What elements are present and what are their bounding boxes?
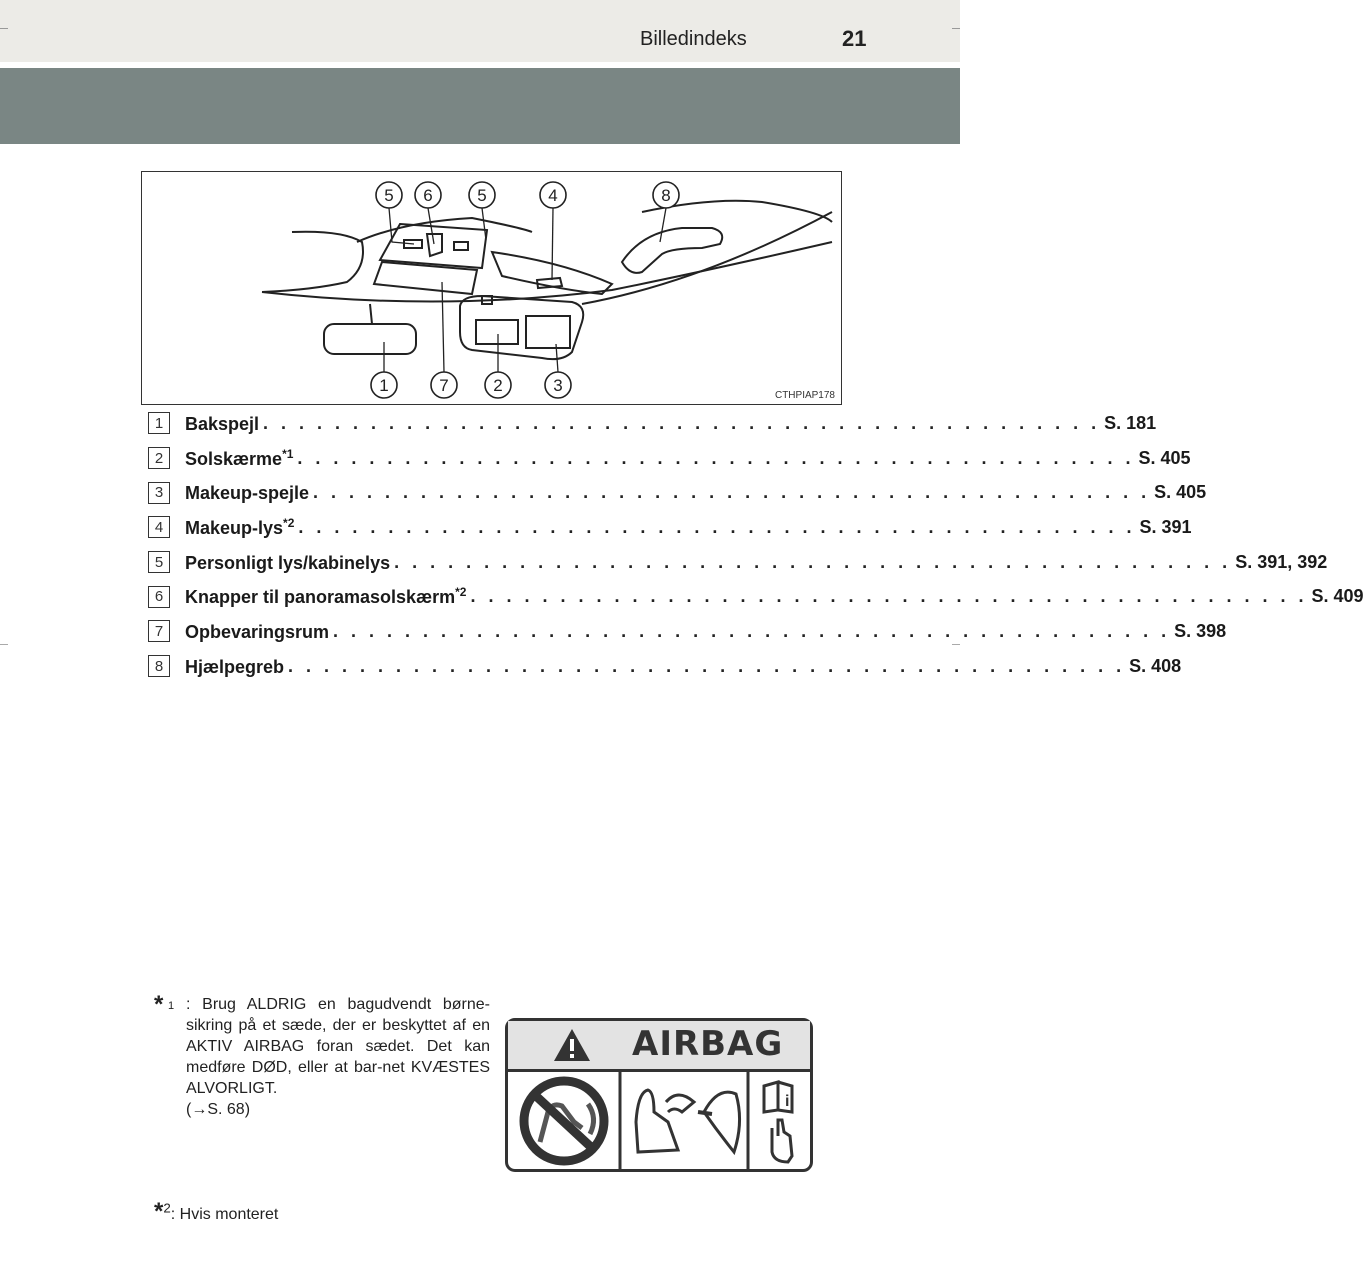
no-rear-facing-child-seat-icon (524, 1081, 604, 1161)
footnote-text: : Brug ALDRIG en bagudvendt børne-sikring på et sæde, der er beskyttet af en AKTIV AIRBAG foran sædet. Det kan medføre DØD, eller at bar-net KVÆSTES ALVORLIGT. (186, 996, 490, 1097)
item-number: 2 (148, 447, 170, 469)
item-number: 1 (148, 412, 170, 434)
svg-text:i: i (785, 1093, 790, 1110)
airbag-word: AIRBAG (632, 1024, 784, 1064)
page-ref[interactable]: S. 391, 392 (1235, 551, 1328, 572)
picture-index-list (148, 406, 1364, 684)
footnote-sup: 1 (168, 1000, 175, 1012)
footnote-2 (154, 1198, 278, 1226)
index-item[interactable] (148, 441, 1191, 476)
item-sup: *2 (283, 515, 295, 530)
index-item[interactable] (148, 406, 1157, 441)
callout-label: 7 (439, 376, 449, 395)
item-label: Knapper til panoramasolskærm (185, 587, 456, 608)
overhead-console-drawing (142, 172, 842, 404)
index-item[interactable] (148, 649, 1182, 684)
callout-label: 4 (548, 186, 558, 205)
item-label: Makeup-spejle (185, 483, 310, 504)
item-number: 5 (148, 551, 170, 573)
crop-mark (0, 28, 8, 29)
airbag-deploy-icon (636, 1090, 740, 1152)
dot-leader: . . . . . . . . . . . . . . . . . . . . . . . . . . . . . . . . . . . . . . . . . . . . . . . (394, 551, 1232, 572)
footnote-mark: * (154, 991, 164, 1018)
index-item[interactable] (148, 614, 1227, 649)
item-number: 8 (148, 655, 170, 677)
index-item[interactable] (148, 510, 1192, 545)
item-sup: *2 (455, 585, 467, 600)
crop-mark (952, 28, 960, 29)
callout-label: 1 (379, 376, 389, 395)
item-number: 7 (148, 620, 170, 642)
index-item[interactable] (148, 475, 1207, 510)
dot-leader: . . . . . . . . . . . . . . . . . . . . . . . . . . . . . . . . . . . . . . . . . . . . . . . (297, 447, 1135, 468)
page-number: 21 (842, 26, 867, 51)
airbag-warning-label (505, 1018, 813, 1172)
callout-label: 5 (477, 186, 487, 205)
callout-label: 8 (661, 186, 671, 205)
page-ref[interactable]: S. 405 (1154, 482, 1207, 503)
index-item[interactable] (148, 579, 1364, 614)
dot-leader: . . . . . . . . . . . . . . . . . . . . . . . . . . . . . . . . . . . . . . . . . . . . . . . (298, 516, 1136, 537)
item-label: Bakspejl (185, 413, 260, 434)
item-number: 3 (148, 482, 170, 504)
interior-illustration (141, 171, 842, 405)
airbag-pictograms (508, 1072, 810, 1169)
item-label: Hjælpegreb (185, 656, 285, 677)
item-label: Solskærme (185, 448, 283, 469)
page-ref[interactable]: S. 398 (1174, 620, 1227, 641)
manual-info-icon (764, 1082, 792, 1162)
dot-leader: . . . . . . . . . . . . . . . . . . . . . . . . . . . . . . . . . . . . . . . . . . . . . . . (263, 412, 1101, 433)
page-header (0, 0, 960, 62)
page-ref[interactable]: S. 181 (1104, 412, 1157, 433)
item-sup: *1 (282, 446, 294, 461)
item-number: 6 (148, 586, 170, 608)
footnote-text: : Hvis monteret (170, 1206, 279, 1223)
section-title: Billedindeks (640, 28, 747, 50)
callout-label: 2 (493, 376, 503, 395)
item-label: Opbevaringsrum (185, 621, 330, 642)
index-item[interactable] (148, 545, 1328, 580)
callout-label: 5 (384, 186, 394, 205)
page-ref[interactable]: S. 405 (1138, 447, 1191, 468)
callout-label: 6 (423, 186, 433, 205)
footnote-1 (154, 991, 490, 1120)
dot-leader: . . . . . . . . . . . . . . . . . . . . . . . . . . . . . . . . . . . . . . . . . . . . . . . (333, 620, 1171, 641)
footnote-sup: 2 (163, 1200, 171, 1216)
page-ref[interactable]: S. 391 (1139, 516, 1192, 537)
footnote-mark: * (154, 1198, 164, 1225)
item-label: Personligt lys/kabinelys (185, 552, 391, 573)
item-number: 4 (148, 516, 170, 538)
header-bar (0, 68, 960, 144)
footnote-ref[interactable]: (→S. 68) (186, 1101, 251, 1118)
item-label: Makeup-lys (185, 517, 284, 538)
figure-code: CTHPIAP178 (774, 390, 835, 401)
callout-label: 3 (553, 376, 563, 395)
page-ref[interactable]: S. 408 (1129, 655, 1182, 676)
dot-leader: . . . . . . . . . . . . . . . . . . . . . . . . . . . . . . . . . . . . . . . . . . . . . . . (288, 655, 1126, 676)
page-ref[interactable]: S. 409 (1311, 586, 1364, 607)
dot-leader: . . . . . . . . . . . . . . . . . . . . . . . . . . . . . . . . . . . . . . . . . . . . . . . (313, 482, 1151, 503)
warning-triangle-icon (552, 1027, 592, 1063)
dot-leader: . . . . . . . . . . . . . . . . . . . . . . . . . . . . . . . . . . . . . . . . . . . . . . . (470, 586, 1308, 607)
